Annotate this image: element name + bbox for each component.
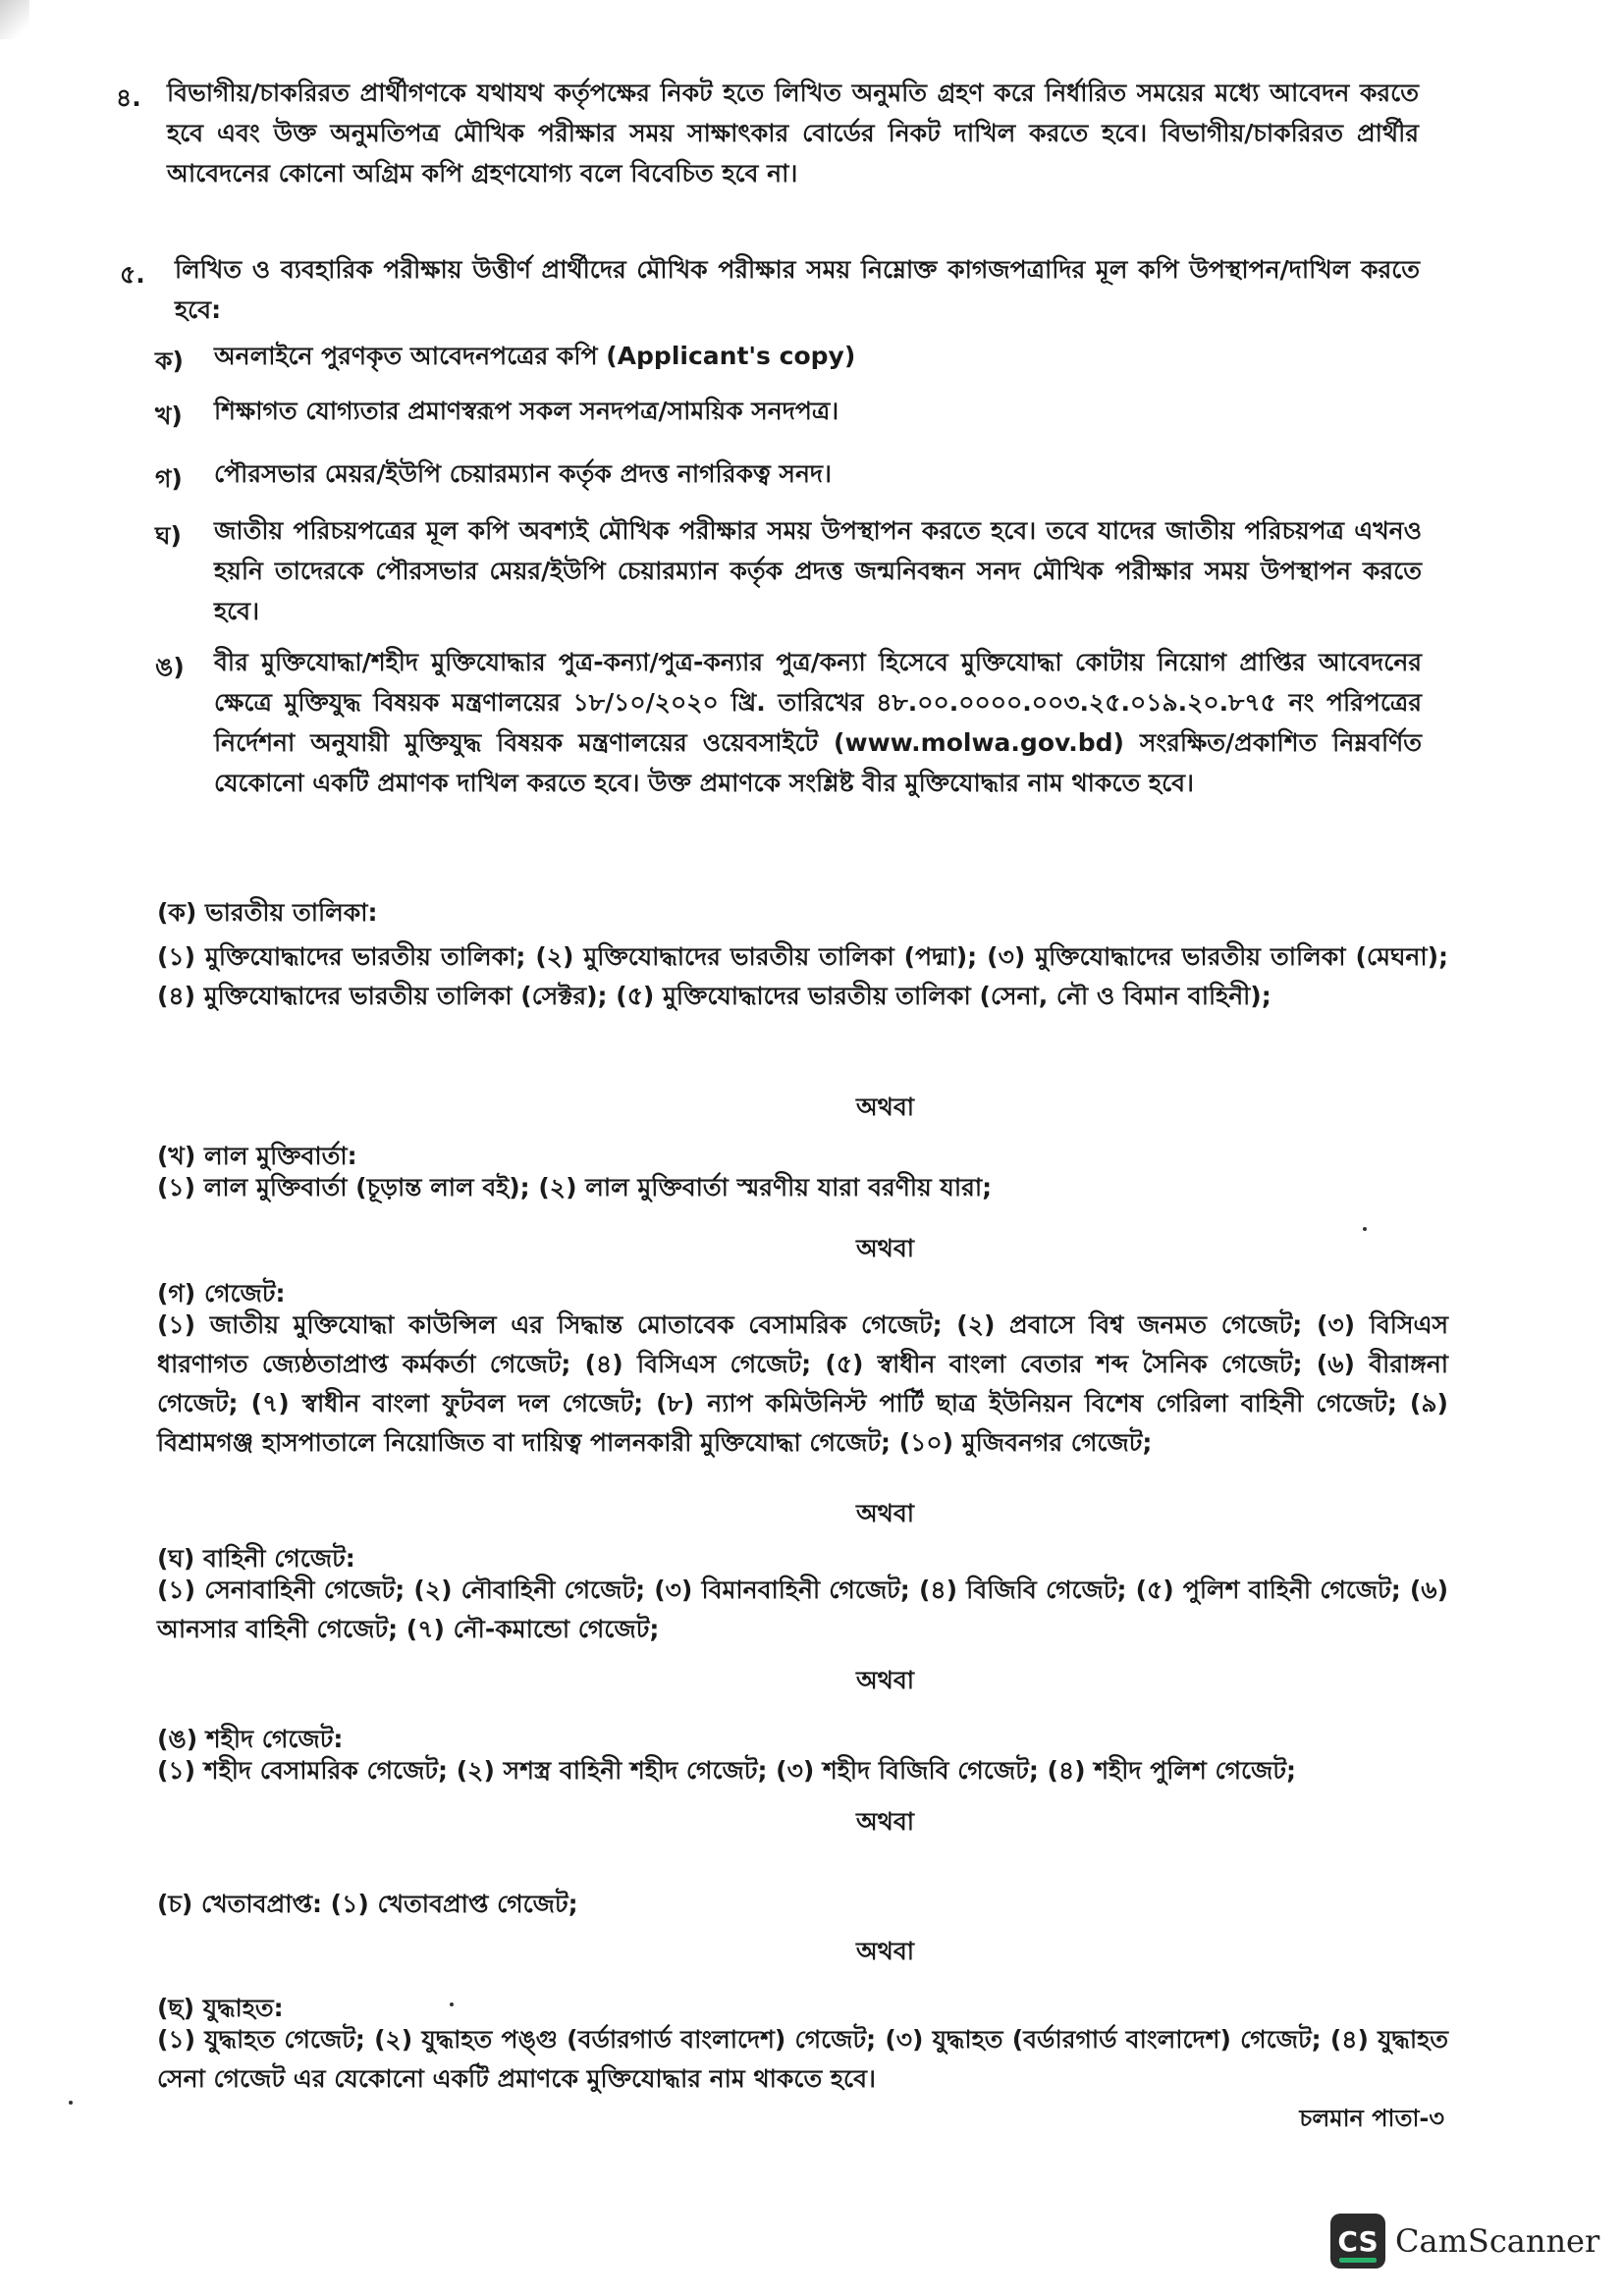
section-kha-body: (১) লাল মুক্তিবার্তা (চূড়ান্ত লাল বই); (২) লাল মুক্তিবার্তা স্মরণীয় যারা বরণীয় যারা;: [157, 1173, 993, 1201]
subitem-gha-number: ঘ): [155, 521, 182, 550]
subitem-uma-text: বীর মুক্তিযোদ্ধা/শহীদ মুক্তিযোদ্ধার পুত্র-কন্যা/পুত্র-কন্যার পুত্র/কন্যা হিসেবে মুক্তিযোদ্ধা কোটায় নিয়োগ প্রাপ্তির আবেদনের ক্ষেত্রে মুক্তিযুদ্ধ বিষয়ক মন্ত্রণালয়ের ১৮/১০/২০২০ খ্রি. তারিখের ৪৮.০০.০০০০.০০৩.২৫.০১৯.২০.৮৭৫ নং পরিপত্রের নির্দেশনা অনুযায়ী মুক্তিযুদ্ধ বিষয়ক মন্ত্রণালয়ের ওয়েবসাইটে (www.molwa.gov.bd) সংরক্ষিত/প্রকাশিত নিম্নবর্ণিত যেকোনো একটি প্রমাণক দাখিল করতে হবে। উক্ত প্রমাণকে সংশ্লিষ্ট বীর মুক্তিযোদ্ধার নাম থাকতে হবে।: [214, 648, 1422, 797]
or-separator: অথবা: [855, 1807, 914, 1836]
or-separator: অথবা: [855, 1937, 914, 1965]
subitem-kha-number: খ): [155, 401, 183, 430]
subitem-ka-text: অনলাইনে পুরণকৃত আবেদনপত্রের কপি (Applicant's copy): [214, 342, 856, 370]
item-5-number: ৫.: [120, 260, 145, 289]
or-separator: অথবা: [855, 1234, 914, 1262]
section-gha-body: (১) সেনাবাহিনী গেজেট; (২) নৌবাহিনী গেজেট; (৩) বিমানবাহিনী গেজেট; (৪) বিজিবি গেজেট; (৫) পুলিশ বাহিনী গেজেট; (৬) আনসার বাহিনী গেজেট; (৭) নৌ-কমান্ডো গেজেট;: [157, 1575, 1448, 1643]
or-separator: অথবা: [855, 1666, 914, 1694]
scan-speck: [1363, 1227, 1367, 1231]
section-ga-heading: (গ) গেজেট:: [157, 1279, 286, 1308]
continued-page-label: চলমান পাতা-৩: [1299, 2105, 1444, 2132]
camscanner-logo-icon: CS: [1330, 2214, 1385, 2269]
item-5-text: লিখিত ও ব্যবহারিক পরীক্ষায় উত্তীর্ণ প্রার্থীদের মৌখিক পরীক্ষার সময় নিম্নোক্ত কাগজপত্রাদির মূল কপি উপস্থাপন/দাখিল করতে হবে:: [175, 255, 1420, 324]
section-ka-heading: (ক) ভারতীয় তালিকা:: [157, 898, 378, 927]
or-separator: অথবা: [855, 1499, 914, 1527]
scan-speck: [450, 2002, 454, 2006]
scan-edge-shadow: [0, 0, 29, 39]
section-kha-heading: (খ) লাল মুক্তিবার্তা:: [157, 1142, 357, 1170]
section-gha-heading: (ঘ) বাহিনী গেজেট:: [157, 1544, 355, 1573]
subitem-ga-number: গ): [155, 464, 183, 493]
section-uma-heading: (ঙ) শহীদ গেজেট:: [157, 1725, 344, 1753]
section-chha-body: (১) যুদ্ধাহত গেজেট; (২) যুদ্ধাহত পঙ্গু (বর্ডারগার্ড বাংলাদেশ) গেজেট; (৩) যুদ্ধাহত (বর্ডারগার্ড বাংলাদেশ) গেজেট; (৪) যুদ্ধাহত সেনা গেজেট এর যেকোনো একটি প্রমাণকে মুক্তিযোদ্ধার নাম থাকতে হবে।: [157, 2025, 1448, 2093]
item-4-text: বিভাগীয়/চাকরিরত প্রার্থীগণকে যথাযথ কর্তৃপক্ষের নিকট হতে লিখিত অনুমতি গ্রহণ করে নির্ধারিত সময়ের মধ্যে আবেদন করতে হবে এবং উক্ত অনুমতিপত্র মৌখিক পরীক্ষার সময় সাক্ষাৎকার বোর্ডের নিকট দাখিল করতে হবে। বিভাগীয়/চাকরিরত প্রার্থীর আবেদনের কোনো অগ্রিম কপি গ্রহণযোগ্য বলে বিবেচিত হবে না।: [167, 79, 1419, 187]
section-cha-heading: (চ) খেতাবপ্রাপ্ত: (১) খেতাবপ্রাপ্ত গেজেট;: [157, 1890, 578, 1918]
subitem-ga-text: পৌরসভার মেয়র/ইউপি চেয়ারম্যান কর্তৃক প্রদত্ত নাগরিকত্ব সনদ।: [214, 459, 832, 488]
section-uma-body: (১) শহীদ বেসামরিক গেজেট; (২) সশস্ত্র বাহিনী শহীদ গেজেট; (৩) শহীদ বিজিবি গেজেট; (৪) শহীদ পুলিশ গেজেট;: [157, 1756, 1297, 1785]
section-ga-body: (১) জাতীয় মুক্তিযোদ্ধা কাউন্সিল এর সিদ্ধান্ত মোতাবেক বেসামরিক গেজেট; (২) প্রবাসে বিশ্ব জনমত গেজেট; (৩) বিসিএস ধারণাগত জ্যেষ্ঠতাপ্রাপ্ত কর্মকর্তা গেজেট; (৪) বিসিএস গেজেট; (৫) স্বাধীন বাংলা বেতার শব্দ সৈনিক গেজেট; (৬) বীরাঙ্গনা গেজেট; (৭) স্বাধীন বাংলা ফুটবল দল গেজেট; (৮) ন্যাপ কমিউনিস্ট পার্টি ছাত্র ইউনিয়ন বিশেষ গেরিলা বাহিনী গেজেট; (৯) বিশ্রামগঞ্জ হাসপাতালে নিয়োজিত বা দায়িত্ব পালনকারী মুক্তিযোদ্ধা গেজেট; (১০) মুজিবনগর গেজেট;: [157, 1310, 1448, 1457]
or-separator: অথবা: [855, 1093, 914, 1121]
subitem-gha-text: জাতীয় পরিচয়পত্রের মূল কপি অবশ্যই মৌখিক পরীক্ষার সময় উপস্থাপন করতে হবে। তবে যাদের জাতীয় পরিচয়পত্র এখনও হয়নি তাদেরকে পৌরসভার মেয়র/ইউপি চেয়ারম্যান কর্তৃক প্রদত্ত জন্মনিবন্ধন সনদ মৌখিক পরীক্ষার সময় উপস্থাপন করতে হবে।: [214, 516, 1422, 625]
scan-speck: [69, 2101, 73, 2105]
camscanner-watermark: [1330, 2214, 1599, 2269]
subitem-ka-number: ক): [155, 347, 184, 375]
item-4-number: ৪.: [116, 83, 141, 112]
subitem-kha-text: শিক্ষাগত যোগ্যতার প্রমাণস্বরূপ সকল সনদপত্র/সাময়িক সনদপত্র।: [214, 397, 839, 425]
section-ka-body: (১) মুক্তিযোদ্ধাদের ভারতীয় তালিকা; (২) মুক্তিযোদ্ধাদের ভারতীয় তালিকা (পদ্মা); (৩) মুক্তিযোদ্ধাদের ভারতীয় তালিকা (মেঘনা); (৪) মুক্তিযোদ্ধাদের ভারতীয় তালিকা (সেক্টর); (৫) মুক্তিযোদ্ধাদের ভারতীয় তালিকা (সেনা, নৌ ও বিমান বাহিনী);: [157, 942, 1448, 1010]
section-chha-heading: (ছ) যুদ্ধাহত:: [157, 1994, 284, 2022]
subitem-uma-number: ঙ): [155, 653, 185, 681]
camscanner-text: CamScanner: [1395, 2222, 1600, 2260]
